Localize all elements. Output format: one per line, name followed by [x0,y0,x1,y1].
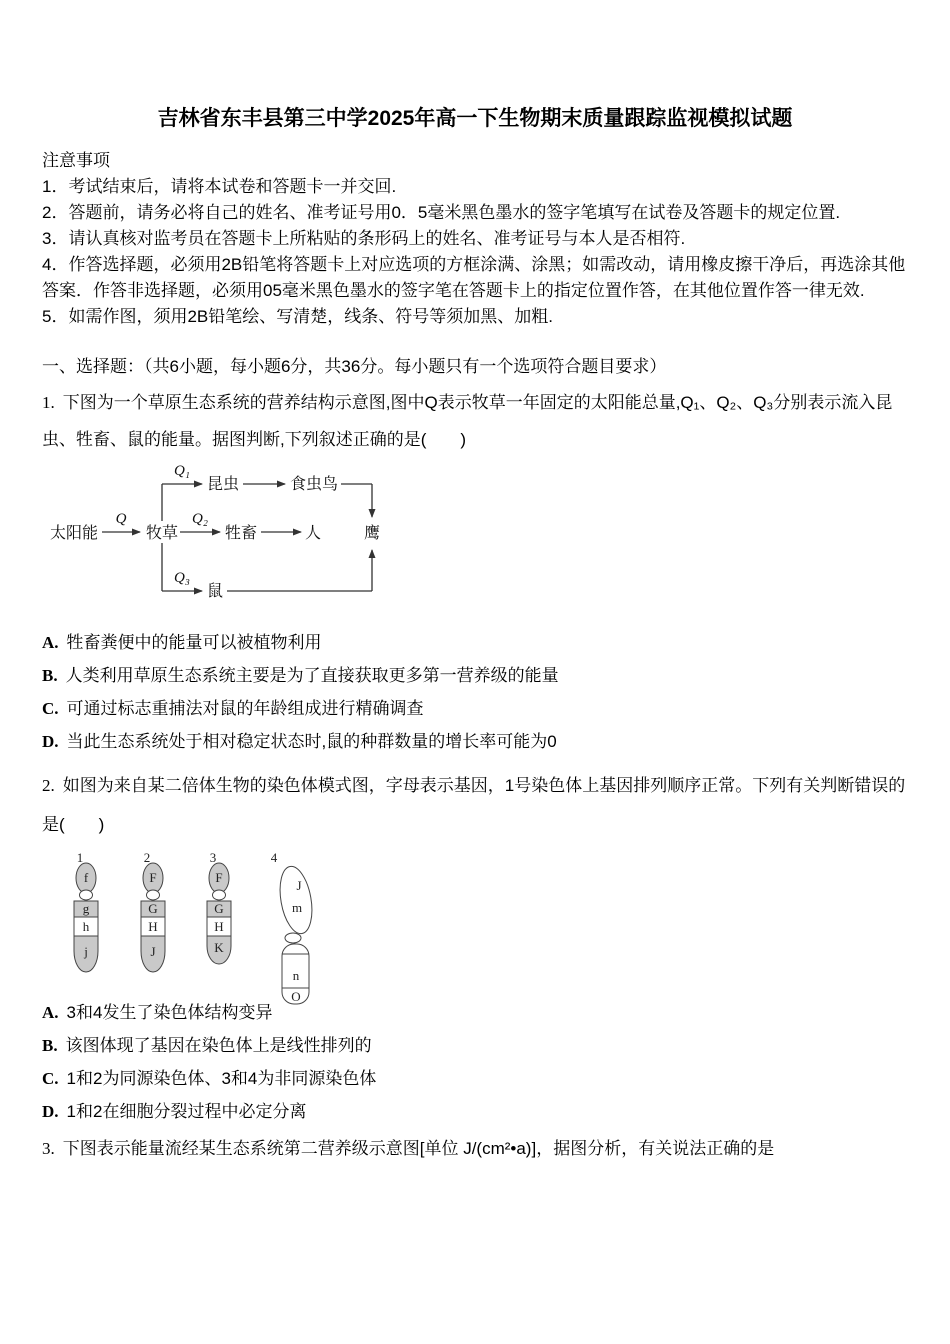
gene-label: K [214,940,224,955]
q1-option-d-letter: D. [42,732,59,751]
notice-list [42,174,908,330]
question-2-options [42,1004,908,1121]
question-3-number: 3. [42,1139,55,1158]
chromosome-2 [141,850,165,972]
node-insectivorous-bird: 食虫鸟 [290,476,339,493]
page-title: 吉林省东丰县第三中学2025年高一下生物期末质量跟踪监视模拟试题 [157,107,793,130]
section-heading-choice-questions: 一、选择题：（共6小题，每小题6分，共36分。每小题只有一个选项符合题目要求） [42,357,667,376]
gene-label: O [291,989,301,1004]
q2-option-b [42,1037,908,1055]
gene-label: f [83,870,89,885]
q2-option-d [42,1103,908,1121]
chromosome-1-centromere [80,890,93,900]
node-human: 人 [305,525,322,542]
gene-label: J [150,944,156,959]
gene-label: J [296,878,302,893]
q1-option-d-text: 当此生态系统处于相对稳定状态时,鼠的种群数量的增长率可能为0 [66,732,557,751]
label-Q1: Q₁ [173,463,191,479]
q2-option-a [42,1004,908,1022]
question-3-stem: 下图表示能量流经某生态系统第二营养级示意图[单位 J/(cm²•a)]，据图分析，有关说法正确的是 [62,1139,775,1158]
gene-label: m [291,900,303,915]
label-Q: Q [115,511,127,527]
chromosome-4 [271,850,317,1004]
node-hawk: 鹰 [363,525,381,542]
q2-option-d-letter: D. [42,1102,59,1121]
label-Q2: Q₂ [191,511,209,527]
q1-option-c-text: 可通过标志重捕法对鼠的年龄组成进行精确调查 [66,699,424,718]
q2-option-a-letter: A. [42,1003,59,1022]
q1-option-a-letter: A. [42,633,59,652]
notice-item-2: 2．答题前，请务必将自己的姓名、准考证号用0．5毫米黑色墨水的签字笔填写在试卷及答题卡的规定位置. [42,203,841,222]
q2-option-b-text: 该图体现了基因在染色体上是线性排列的 [65,1036,372,1055]
chromosome-2-number: 2 [143,850,151,865]
question-1-number: 1. [42,393,55,412]
question-2-number: 2. [42,776,55,795]
chromosome-4-centromere [285,933,301,943]
chromosome-1-number: 1 [76,850,84,865]
chromosome-3-number: 3 [209,850,217,865]
label-Q3: Q₃ [173,570,191,586]
question-2-stem: 如图为来自某二倍体生物的染色体模式图，字母表示基因，1号染色体上基因排列顺序正常。下列有关判断错误的是( ) [42,776,906,834]
notice-item-1: 1．考试结束后，请将本试卷和答题卡一并交回. [42,177,397,196]
gene-label: H [148,919,158,934]
notice-item-5: 5．如需作图，须用2B铅笔绘、写清楚，线条、符号等须加黑、加粗. [42,307,553,326]
question-2-text [42,766,908,844]
node-insect: 昆虫 [207,476,240,493]
q1-option-b-letter: B. [42,666,58,685]
q2-option-d-text: 1和2在细胞分裂过程中必定分离 [66,1102,307,1121]
gene-label: H [214,919,224,934]
notice-item-4: 4．作答选择题，必须用2B铅笔将答题卡上对应选项的方框涂满、涂黑；如需改动，请用橡皮擦干净后，再选涂其他答案．作答非选择题，必须用05毫米黑色墨水的签字笔在答题卡上的指定位置作答，在其他位置作答一律无效. [42,255,906,300]
q2-option-a-text: 3和4发生了染色体结构变异 [66,1003,273,1022]
chromosome-4-number: 4 [270,850,278,865]
gene-label: G [148,901,158,916]
q2-option-c-text: 1和2为同源染色体、3和4为非同源染色体 [66,1069,377,1088]
gene-label: F [149,870,157,885]
gene-label: h [82,919,90,934]
q1-option-c-letter: C. [42,699,59,718]
gene-label: n [292,968,300,983]
notice-item-3: 3．请认真核对监考员在答题卡上所粘贴的条形码上的姓名、准考证号与本人是否相符. [42,229,686,248]
node-livestock: 牲畜 [225,525,258,542]
chromosome-1 [74,850,98,972]
node-sun: 太阳能 [49,525,99,542]
q1-option-a-text: 牲畜粪便中的能量可以被植物利用 [66,633,322,652]
gene-label: g [82,901,90,916]
question-1-text [42,384,908,458]
q1-option-c [42,700,908,718]
node-mouse: 鼠 [207,583,224,600]
chromosome-3 [207,850,231,964]
q2-option-b-letter: B. [42,1036,58,1055]
gene-label: j [84,944,88,959]
q2-option-c-letter: C. [42,1069,59,1088]
gene-label: G [214,901,224,916]
question-1-options [42,634,908,751]
q1-option-d [42,733,908,751]
node-grass: 牧草 [145,525,179,542]
q1-option-b [42,667,908,685]
chromosome-3-centromere [213,890,226,900]
q2-option-c [42,1070,908,1088]
chromosome-2-centromere [147,890,160,900]
q1-option-b-text: 人类利用草原生态系统主要是为了直接获取更多第一营养级的能量 [65,666,559,685]
q1-option-a [42,634,908,652]
food-web-figure [44,458,444,622]
notice-heading: 注意事项 [42,151,110,170]
question-3-text [42,1136,908,1162]
chromosome-figure [56,848,336,1004]
gene-label: F [215,870,223,885]
question-1-stem: 下图为一个草原生态系统的营养结构示意图,图中Q表示牧草一年固定的太阳能总量,Q₁、Q₂、Q₃分别表示流入昆虫、牲畜、鼠的能量。据图判断,下列叙述正确的是( ) [42,393,893,449]
